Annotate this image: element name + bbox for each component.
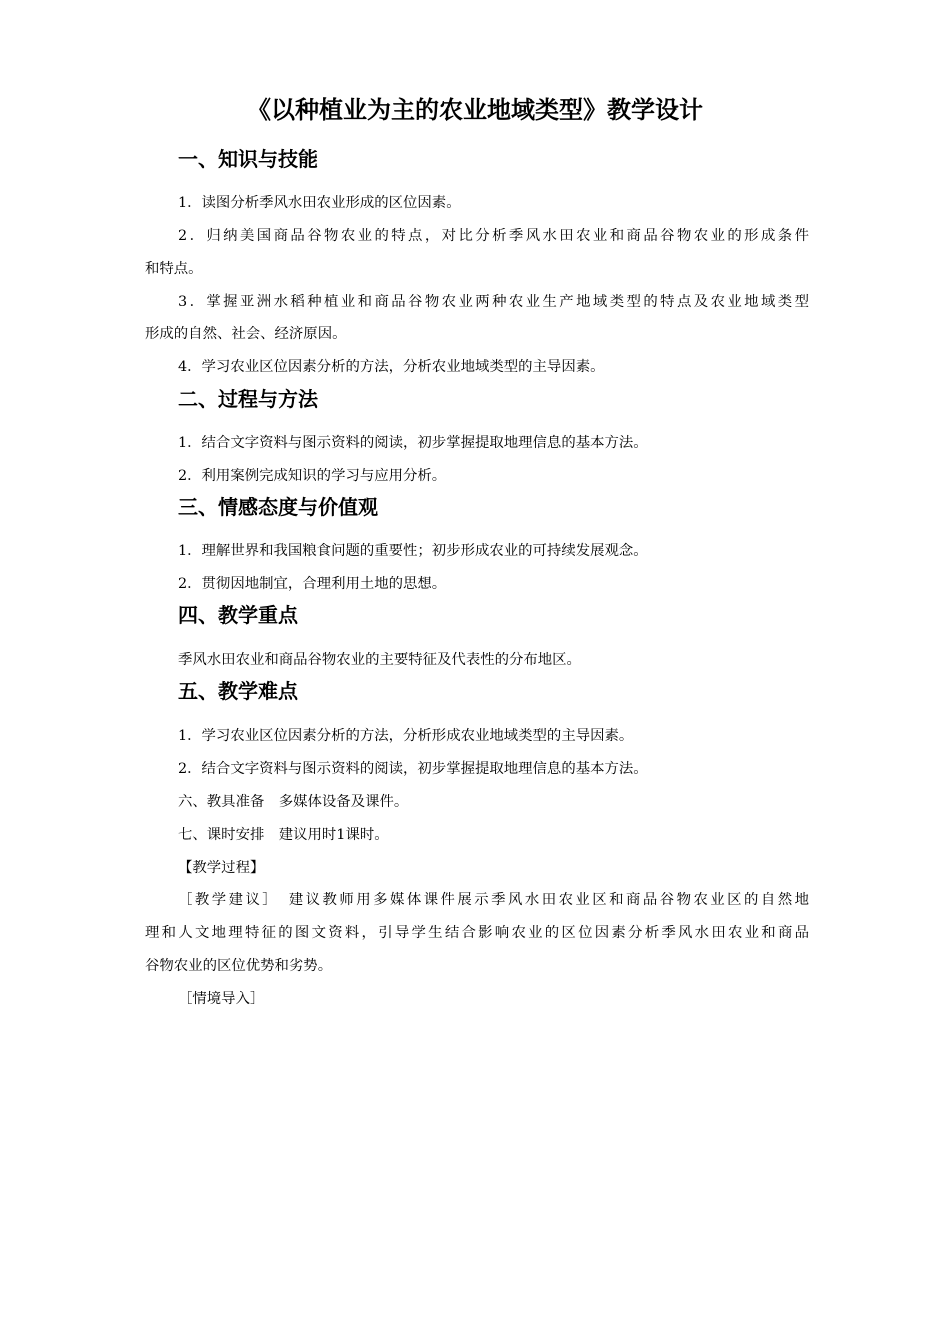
paragraph-line: 1．理解世界和我国粮食问题的重要性；初步形成农业的可持续发展观念。 (178, 543, 648, 559)
paragraph-line: ［情境导入］ (178, 991, 265, 1007)
paragraph-line: 3．掌握亚洲水稻种植业和商品谷物农业两种农业生产地域类型的特点及农业地域类型 (178, 294, 809, 310)
section-heading-attitudes-values: 三、情感态度与价值观 (178, 495, 378, 519)
paragraph-line: 2．利用案例完成知识的学习与应用分析。 (178, 468, 447, 484)
document-title: 《以种植业为主的农业地域类型》教学设计 (247, 96, 703, 124)
paragraph-line: 【教学过程】 (178, 860, 265, 876)
paragraph-line: 2．结合文字资料与图示资料的阅读，初步掌握提取地理信息的基本方法。 (178, 761, 648, 777)
paragraph-line: 1．学习农业区位因素分析的方法，分析形成农业地域类型的主导因素。 (178, 728, 634, 744)
section-heading-difficulties: 五、教学难点 (178, 679, 298, 703)
section-heading-process-methods: 二、过程与方法 (178, 387, 318, 411)
paragraph-line: 六、教具准备 多媒体设备及课件。 (178, 794, 409, 810)
paragraph-line: 谷物农业的区位优势和劣势。 (145, 958, 333, 974)
section-heading-key-points: 四、教学重点 (178, 603, 298, 627)
paragraph-line: ［教学建议］ 建议教师用多媒体课件展示季风水田农业区和商品谷物农业区的自然地 (178, 892, 809, 908)
paragraph-line: 理和人文地理特征的图文资料，引导学生结合影响农业的区位因素分析季风水田农业和商品 (145, 925, 809, 941)
paragraph-line: 2．贯彻因地制宜，合理利用土地的思想。 (178, 576, 447, 592)
paragraph-line: 季风水田农业和商品谷物农业的主要特征及代表性的分布地区。 (178, 652, 581, 668)
paragraph-line: 七、课时安排 建议用时1课时。 (178, 827, 389, 843)
paragraph-line: 和特点。 (145, 261, 203, 277)
paragraph-line: 1．读图分析季风水田农业形成的区位因素。 (178, 195, 461, 211)
paragraph-line: 1．结合文字资料与图示资料的阅读，初步掌握提取地理信息的基本方法。 (178, 435, 648, 451)
paragraph-line: 4．学习农业区位因素分析的方法，分析农业地域类型的主导因素。 (178, 359, 605, 375)
section-heading-knowledge-skills: 一、知识与技能 (178, 147, 318, 171)
paragraph-line: 形成的自然、社会、经济原因。 (145, 326, 347, 342)
paragraph-line: 2．归纳美国商品谷物农业的特点，对比分析季风水田农业和商品谷物农业的形成条件 (178, 228, 809, 244)
